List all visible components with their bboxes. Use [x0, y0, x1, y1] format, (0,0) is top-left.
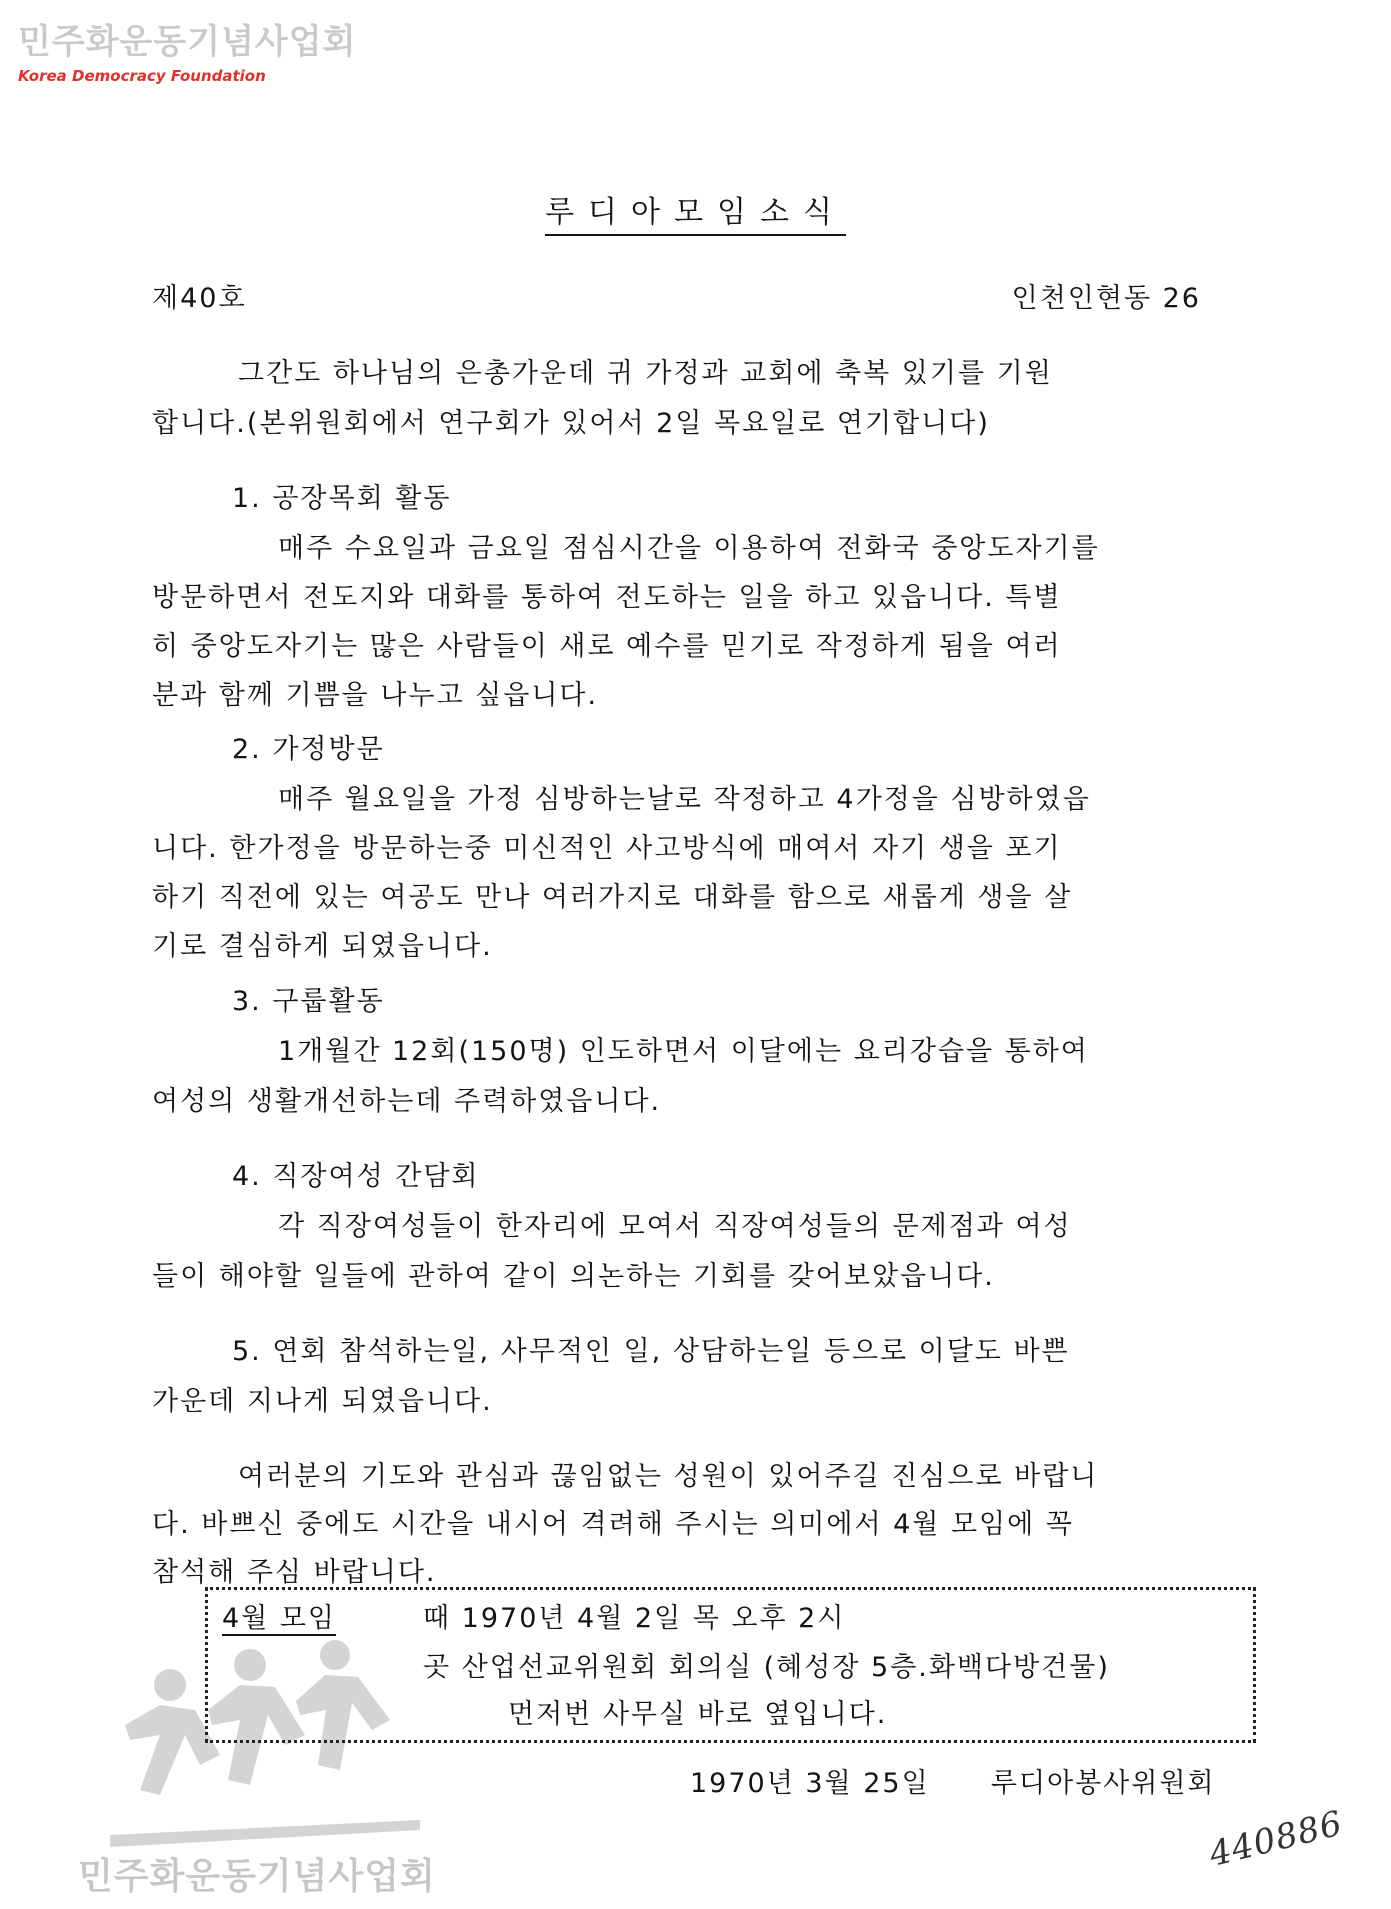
meeting-label-wrap: [222, 1602, 336, 1636]
meeting-info-box: [205, 1587, 1256, 1743]
section-line: 분과 함께 기쁨을 나누고 싶읍니다.: [152, 680, 599, 711]
meeting-where: 곳 산업선교위원회 회의실 (혜성장 5층.화백다방건물): [423, 1652, 1110, 1683]
closing-line: 여러분의 기도와 관심과 끊임없는 성원이 있어주길 진심으로 바랍니: [238, 1461, 1099, 1492]
section-line: 기로 결심하게 되였읍니다.: [152, 931, 493, 962]
section-line: 각 직장여성들이 한자리에 모여서 직장여성들의 문제점과 여성: [278, 1211, 1072, 1242]
section-line: 들이 해야할 일들에 관하여 같이 의논하는 기회를 갖어보았읍니다.: [152, 1261, 995, 1292]
watermark-english-text: Korea Democracy Foundation: [18, 67, 266, 85]
meeting-when: 때 1970년 4월 2일 목 오후 2시: [423, 1603, 846, 1634]
section-line: 매주 수요일과 금요일 점심시간을 이용하여 전화국 중앙도자기를: [278, 533, 1100, 564]
section-line: 매주 월요일을 가정 심방하는날로 작정하고 4가정을 심방하였읍: [278, 784, 1091, 815]
meeting-label: 4월 모임: [222, 1603, 337, 1634]
issue-number: 제40호: [152, 283, 247, 314]
section-line: 니다. 한가정을 방문하는중 미신적인 사고방식에 매여서 자기 생을 포기: [152, 833, 1062, 864]
handwritten-archive-number: 440886: [1205, 1803, 1347, 1875]
signature-line: [690, 1767, 1216, 1801]
meeting-note: 먼저번 사무실 바로 옆입니다.: [508, 1699, 888, 1730]
watermark-korean-text: 민주화운동기념사업회: [18, 22, 357, 62]
document-title-wrap: [0, 187, 1391, 231]
item5-line: 5. 연회 참석하는일, 사무적인 일, 상담하는일 등으로 이달도 바쁜: [232, 1336, 1070, 1367]
intro-line: 그간도 하나님의 은총가운데 귀 가정과 교회에 축복 있기를 기원: [238, 358, 1053, 389]
document-title: 루디아모임소식: [545, 195, 846, 236]
section-line: 하기 직전에 있는 여공도 만나 여러가지로 대화를 함으로 새롭게 생을 살: [152, 882, 1073, 913]
issuer-name: 루디아봉사위원회: [990, 1768, 1216, 1799]
document-date: 1970년 3월 25일: [690, 1768, 930, 1799]
section-heading: 3. 구룹활동: [232, 986, 385, 1017]
address: 인천인현동 26: [1011, 283, 1201, 314]
section-line: 방문하면서 전도지와 대화를 통하여 전도하는 일을 하고 있읍니다. 특별: [152, 582, 1062, 613]
item5-line: 가운데 지나게 되였읍니다.: [152, 1386, 493, 1417]
watermark-top: [18, 22, 356, 86]
closing-line: 참석해 주심 바랍니다.: [152, 1557, 437, 1588]
closing-line: 다. 바쁘신 중에도 시간을 내시어 격려해 주시는 의미에서 4월 모임에 꼭: [152, 1509, 1074, 1540]
section-heading: 1. 공장목회 활동: [232, 483, 452, 514]
intro-line: 합니다.(본위원회에서 연구회가 있어서 2일 목요일로 연기합니다): [152, 408, 990, 439]
section-heading: 2. 가정방문: [232, 734, 385, 765]
section-line: 1개월간 12회(150명) 인도하면서 이달에는 요리강습을 통하여: [278, 1036, 1089, 1067]
section-line: 히 중앙도자기는 많은 사람들이 새로 예수를 믿기로 작정하게 됨을 여러: [152, 631, 1062, 662]
watermark-bottom: 민주화운동기념사업회: [78, 1856, 436, 1897]
section-heading: 4. 직장여성 간담회: [232, 1161, 480, 1192]
section-line: 여성의 생활개선하는데 주력하였읍니다.: [152, 1086, 662, 1117]
